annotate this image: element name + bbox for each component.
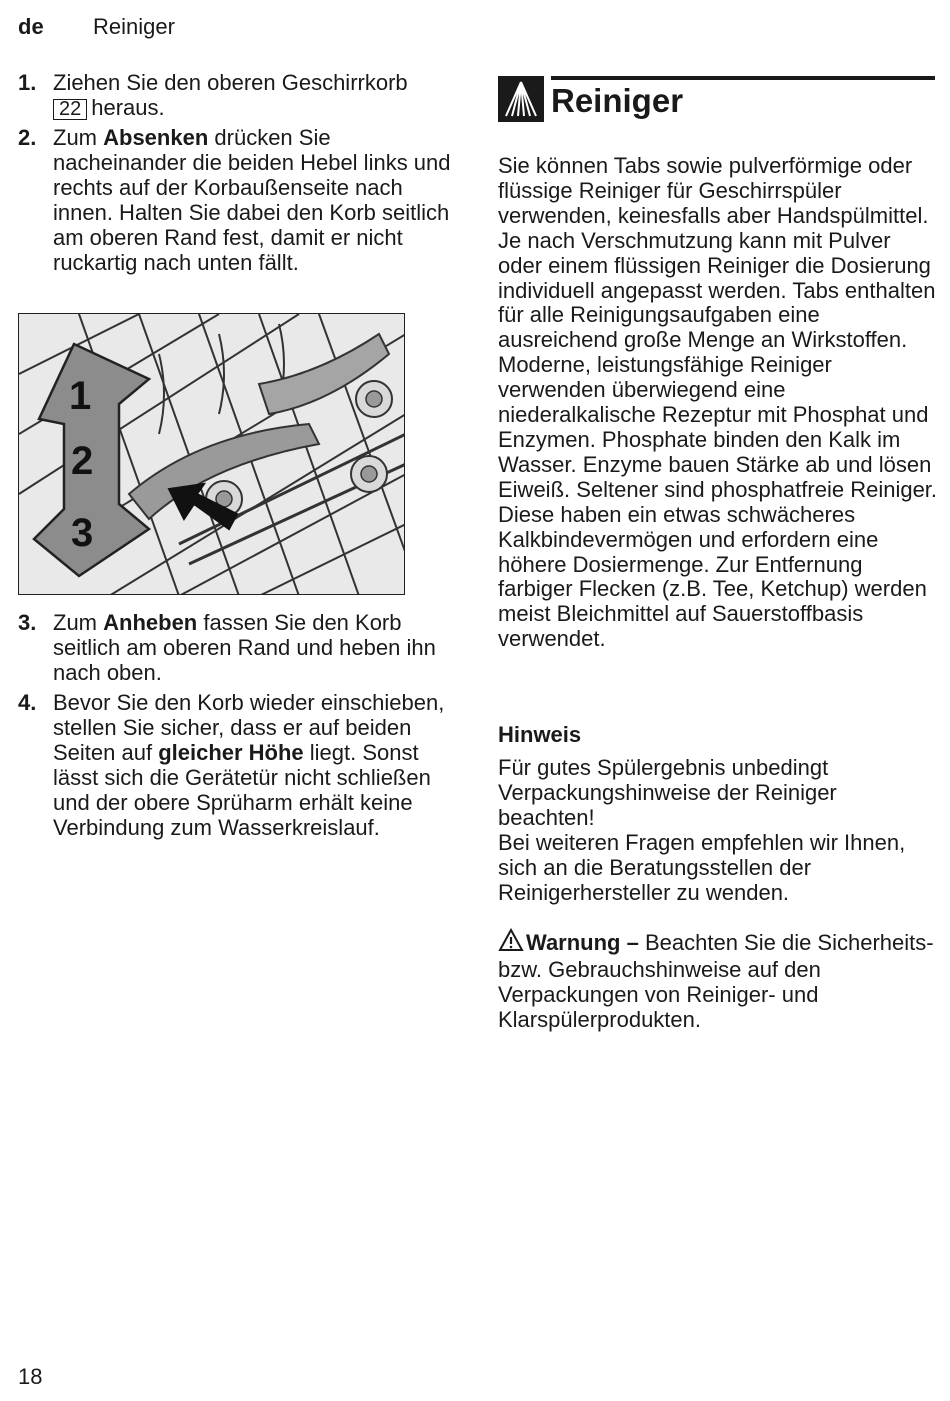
language-tag: de xyxy=(18,14,44,39)
figure-label-2: 2 xyxy=(71,439,94,483)
figure-label-1: 1 xyxy=(69,374,92,418)
step-text xyxy=(53,125,458,275)
step-text xyxy=(53,690,458,840)
step-text xyxy=(53,610,458,685)
step-text-bold: Anheben xyxy=(103,610,198,635)
step-3 xyxy=(18,610,458,685)
step-4 xyxy=(18,690,458,840)
warning-triangle-icon xyxy=(498,928,526,958)
step-text-bold: gleicher Höhe xyxy=(158,740,304,765)
note-paragraph-1: Für gutes Spülergebnis unbedingt Verpackungshinweise der Reiniger beachten! xyxy=(498,755,837,830)
detergent-body-paragraph: Sie können Tabs sowie pulverförmige oder flüssige Reiniger für Geschirrspüler verwenden, keinesfalls aber Handspülmittel. Je nach Verschmutzung kann mit Pulver oder einem flüssigen Reiniger die Dosierung individuell angepasst werden. Tabs enthalten für alle Reinigungsaufgaben eine ausreichend große Menge an Wirkstoffen. Moderne, leistungsfähige Reiniger verwenden überwiegend eine niederalkalische Rezeptur mit Phosphat und Enzymen. Phosphate binden den Kalk im Wasser. Enzyme bauen Stärke ab und lösen Eiweiß. Seltener sind phosphatfreie Reiniger. Diese haben ein etwas schwächeres Kalkbindevermögen und erfordern eine höhere Dosiermenge. Zur Entfernung farbiger Flecken (z.B. Tee, Ketchup) werden meist Bleichmittel auf Sauerstoffbasis verwendet. xyxy=(498,153,938,652)
steps-top xyxy=(18,70,458,280)
step-text-post: fassen Sie den Korb seitlich am oberen Rand und heben ihn nach oben. xyxy=(53,610,436,685)
page-number: 18 xyxy=(18,1364,43,1389)
warning-text: Beachten Sie die Sicherheits- bzw. Gebrauchshinweise auf den Verpackungen von Reiniger- und Klarspülerprodukten. xyxy=(498,930,934,1032)
step-text-pre: Zum xyxy=(53,125,104,150)
running-header-title: Reiniger xyxy=(93,14,175,39)
step-1-text-before: Ziehen Sie den oberen Geschirrkorb xyxy=(53,70,408,95)
note-body xyxy=(498,756,938,905)
section-title: Reiniger xyxy=(551,82,684,119)
step-1-text-after: heraus. xyxy=(91,95,165,120)
note-paragraph-2: Bei weiteren Fragen empfehlen wir Ihnen, sich an die Beratungsstellen der Reinigerhersteller zu wenden. xyxy=(498,829,906,905)
step-number: 4. xyxy=(18,690,37,715)
step-number: 1. xyxy=(18,70,37,95)
figure-reference-box: 22 xyxy=(53,99,87,120)
step-text-bold: Absenken xyxy=(103,125,209,150)
step-number: 2. xyxy=(18,125,37,150)
steps-bottom xyxy=(18,610,458,845)
basket-illustration-svg xyxy=(19,314,405,595)
step-number: 3. xyxy=(18,610,37,635)
step-text xyxy=(53,70,458,120)
step-text-post: liegt. Sonst lässt sich die Gerätetür nicht schließen und der obere Sprüharm erhält keine Verbindung zum Wasserkreislauf. xyxy=(53,740,431,840)
warning-block xyxy=(498,928,938,1033)
step-text-pre: Bevor Sie den Korb wieder einschieben, stellen Sie sicher, dass er auf beiden Seiten auf xyxy=(53,690,445,765)
section-rule xyxy=(551,76,935,80)
note-heading: Hinweis xyxy=(498,722,582,747)
detergent-section-icon xyxy=(498,76,544,122)
basket-adjustment-illustration xyxy=(18,313,405,595)
warning-label: Warnung – xyxy=(526,930,639,955)
figure-label-3: 3 xyxy=(71,511,94,555)
step-2 xyxy=(18,125,458,275)
step-text-pre: Zum xyxy=(53,610,104,635)
step-1 xyxy=(18,70,458,120)
step-text-post: drücken Sie nacheinander die beiden Hebel links und rechts auf der Korbaußenseite nach innen. Halten Sie dabei den Korb seitlich am oberen Rand fest, damit er nicht ruckartig nach unten fällt. xyxy=(53,125,451,275)
